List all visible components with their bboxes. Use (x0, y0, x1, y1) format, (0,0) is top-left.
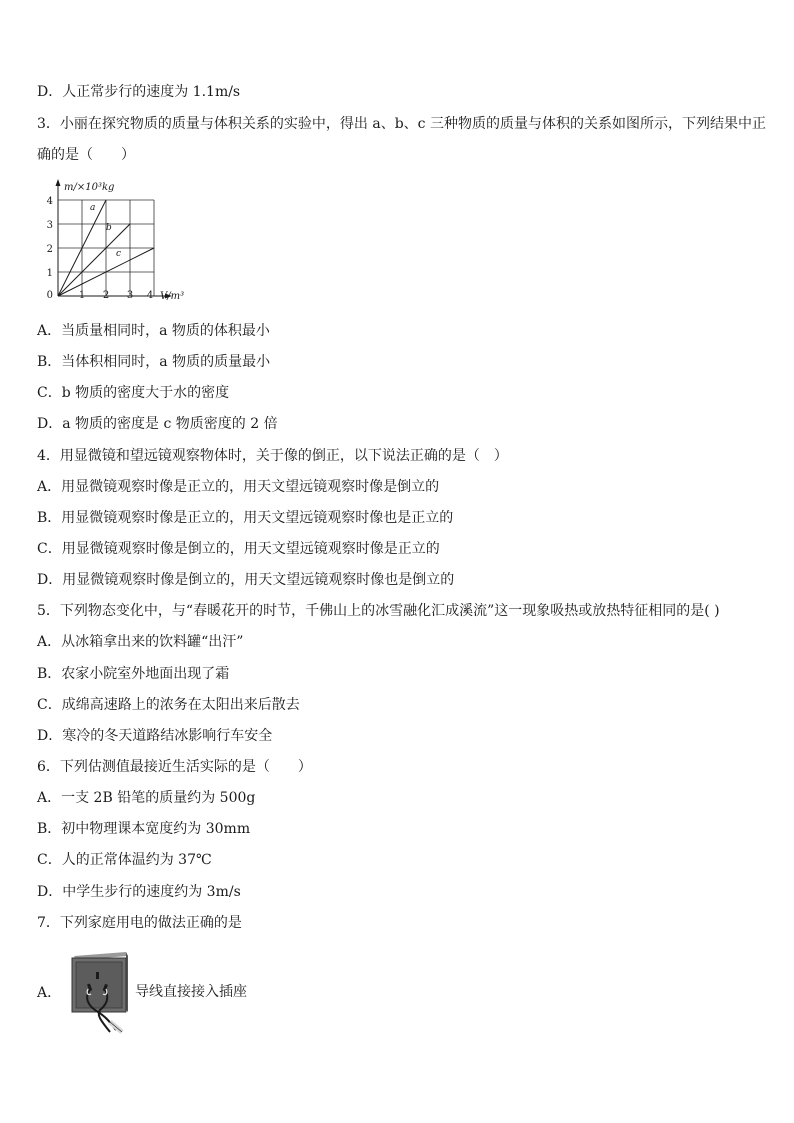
x-tick-1: 1 (78, 290, 86, 301)
q5-option-c: C．成绵高速路上的浓务在太阳出来后散去 (37, 697, 300, 713)
x-tick-3: 3 (126, 290, 134, 301)
q4-option-b: B．用显微镜观察时像是正立的，用天文望远镜观察时像也是正立的 (37, 510, 454, 526)
y-tick-4: 4 (46, 196, 53, 207)
q6-option-b: B．初中物理课本宽度约为 30mm (37, 821, 251, 837)
x-tick-4: 4 (146, 290, 154, 301)
q3-stem-line2: 确的是（ ） (37, 147, 135, 163)
q7-option-a-letter: A． (37, 985, 62, 1001)
q2-option-d: D．人正常步行的速度为 1.1m/s (37, 84, 241, 100)
q3-option-c: C．b 物质的密度大于水的密度 (37, 385, 230, 401)
x-axis-label: V/m³ (160, 291, 185, 302)
q3-option-a: A．当质量相同时，a 物质的体积最小 (37, 323, 270, 339)
q4-option-d: D．用显微镜观察时像是倒立的，用天文望远镜观察时像也是倒立的 (37, 572, 455, 588)
q4-option-c: C．用显微镜观察时像是倒立的，用天文望远镜观察时像是正立的 (37, 541, 440, 557)
q6-option-d: D．中学生步行的速度约为 3m/s (37, 884, 241, 900)
q4-stem: 4．用显微镜和望远镜观察物体时，关于像的倒正，以下说法正确的是（ ） (37, 448, 508, 464)
line-b (58, 224, 130, 296)
y-axis-arrow (56, 179, 61, 186)
q7-option-a-caption: 导线直接接入插座 (135, 984, 247, 1000)
y-tick-3: 3 (46, 220, 53, 231)
label-b: b (106, 223, 112, 233)
q3-stem-line1: 3．小丽在探究物质的质量与体积关系的实验中，得出 a、b、c 三种物质的质量与体积的关系如图所示，下列结果中正 (37, 116, 766, 132)
socket-wire-illustration (66, 950, 134, 1034)
label-a: a (90, 203, 96, 213)
q5-stem: 5．下列物态变化中，与“春暖花开的时节，千佛山上的冰雪融化汇成溪流”这一现象吸热或放热特征相同的是( ) (37, 603, 720, 619)
q6-stem: 6．下列估测值最接近生活实际的是（ ） (37, 759, 312, 775)
origin-label: 0 (46, 290, 53, 301)
y-tick-2: 2 (46, 244, 53, 255)
q6-option-c: C．人的正常体温约为 37℃ (37, 852, 212, 868)
q3-option-b: B．当体积相同时，a 物质的质量最小 (37, 354, 271, 370)
q5-option-a: A．从冰箱拿出来的饮料罐“出汗” (37, 634, 244, 650)
q6-option-a: A．一支 2B 铅笔的质量约为 500g (37, 790, 256, 806)
q4-option-a: A．用显微镜观察时像是正立的，用天文望远镜观察时像是倒立的 (37, 479, 440, 495)
mass-volume-graph (40, 172, 200, 307)
x-tick-2: 2 (102, 290, 110, 301)
label-c: c (116, 249, 122, 259)
q3-option-d: D．a 物质的密度是 c 物质密度的 2 倍 (37, 416, 278, 432)
q7-stem: 7．下列家庭用电的做法正确的是 (37, 915, 242, 931)
q5-option-b: B．农家小院室外地面出现了霜 (37, 666, 230, 682)
y-axis-label: m/×10³kg (64, 182, 115, 193)
q5-option-d: D．寒冷的冬天道路结冰影响行车安全 (37, 728, 273, 744)
y-tick-1: 1 (46, 268, 53, 279)
